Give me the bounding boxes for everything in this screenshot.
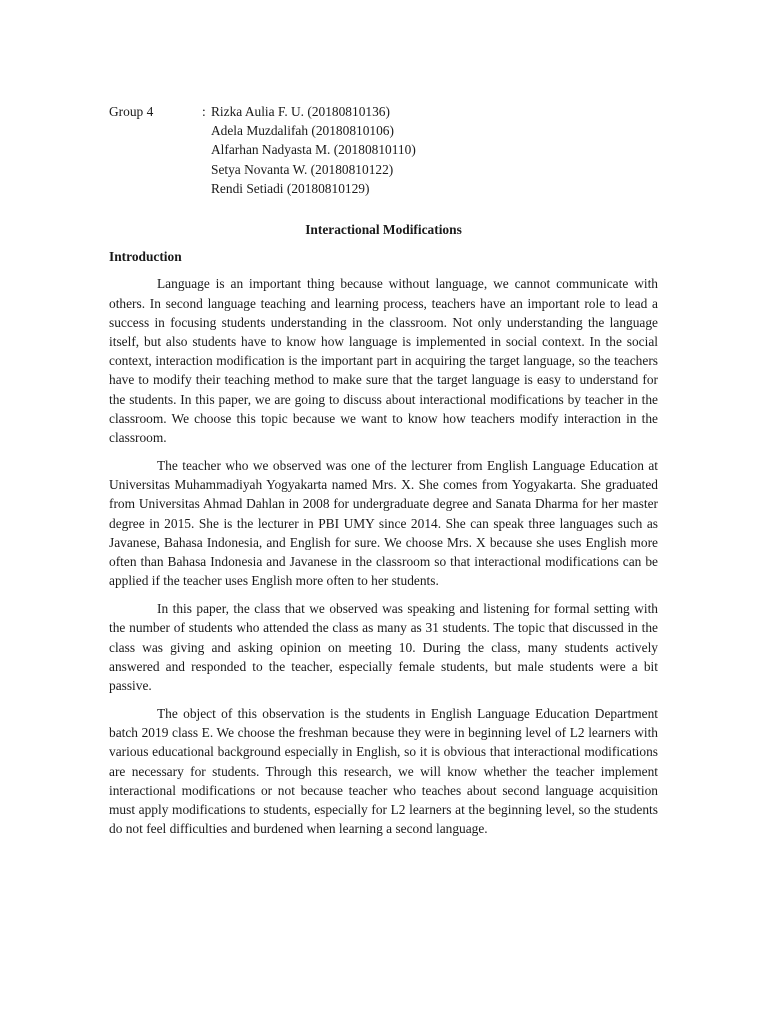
member-name: Adela Muzdalifah (20180810106) — [211, 123, 394, 139]
member-list — [211, 102, 416, 198]
group-label: Group 4 — [109, 104, 154, 119]
document-title: Interactional Modifications — [305, 222, 462, 238]
member-name: Alfarhan Nadyasta M. (20180810110) — [211, 142, 416, 158]
paragraph: The object of this observation is the students in English Language Education Department batch 2019 class E. We choose the freshman because they were in beginning level of L2 learners with various educational background especially in English, so it is obvious that interactional modifications are necessary for students. Through this research, we will know whether the teacher implement interactional modifications or not because teacher who teaches about second language acquisition must apply modifications to students, especially for L2 learners at the beginning level, so the students do not feel difficulties and burdened when learning a second language. — [109, 706, 658, 837]
section-heading: Introduction — [109, 249, 182, 265]
paragraph: In this paper, the class that we observed was speaking and listening for formal setting with the number of students who attended the class as many as 31 students. The topic that discussed in the class was giving and asking opinion on meeting 10. During the class, many students actively answered and responded to the teacher, especially female students, but male students were a bit passive. — [109, 601, 658, 694]
member-name: Rendi Setiadi (20180810129) — [211, 180, 370, 196]
member-name: Setya Novanta W. (20180810122) — [211, 161, 394, 177]
paragraph: Language is an important thing because without language, we cannot communicate with others. In second language teaching and learning process, teachers have an important role to lead a success in focusing students understanding in the classroom. Not only understanding the language itself, but also students have to know how language is implemented in social context. In the social context, interaction modification is the important part in acquiring the target language, so the teachers have to modify their teaching method to make sure that the target language is easy to understand for the students. In this paper, we are going to discuss about interactional modifications by teacher in the classroom. We choose this topic because we want to know how teachers modify interaction in the classroom. — [109, 276, 658, 446]
paragraph: The teacher who we observed was one of the lecturer from English Language Education at Universitas Muhammadiyah Yogyakarta named Mrs. X. She comes from Yogyakarta. She graduated from Universitas Ahmad Dahlan in 2008 for undergraduate degree and Sanata Dharma for her master degree in 2015. She is the lecturer in PBI UMY since 2014. She can speak three languages such as Javanese, Bahasa Indonesia, and English for sure. We choose Mrs. X because she uses English more often than Bahasa Indonesia and Javanese in the classroom so that interactional modifications can be applied if the teacher uses English more often to her students. — [109, 458, 658, 589]
member-name: Rizka Aulia F. U. (20180810136) — [211, 104, 390, 119]
group-info — [109, 102, 658, 198]
document-page — [109, 102, 658, 847]
group-separator: : — [202, 104, 206, 119]
